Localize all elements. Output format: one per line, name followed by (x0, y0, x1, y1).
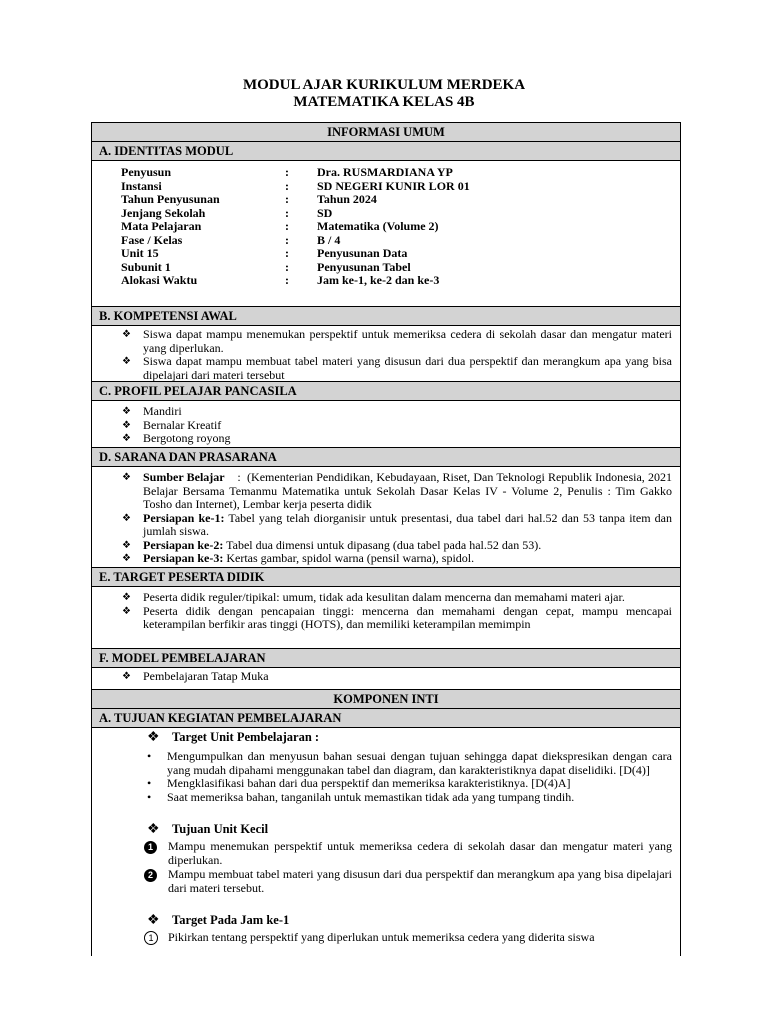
identitas-value: Penyusunan Tabel (317, 259, 411, 274)
heading-tujuan-kegiatan: A. TUJUAN KEGIATAN PEMBELAJARAN (92, 709, 680, 728)
list-item-text: Siswa dapat mampu membuat tabel materi yang disusun dari dua perspektif dan merangkum apa yang bisa dipelajari dari materi tersebut (143, 354, 672, 382)
list-item (122, 512, 672, 539)
identitas-row (92, 261, 680, 275)
model-list (92, 668, 680, 690)
bullet-icon: • (147, 789, 152, 804)
tujuan-unit-kecil-heading: ❖ Tujuan Unit Kecil (147, 822, 269, 837)
profil-list (92, 401, 680, 448)
diamond-bullet-icon: ❖ (122, 329, 131, 340)
diamond-bullet-icon: ❖ (122, 539, 131, 551)
identitas-colon: : (285, 219, 289, 233)
list-item (122, 591, 672, 605)
sarana-text: Kertas gambar, spidol warna (pensil warna), spidol. (226, 551, 475, 565)
list-item-text: Mandiri (143, 404, 182, 418)
identitas-value: SD NEGERI KUNIR LOR 01 (317, 178, 470, 193)
list-item-text: Saat memeriksa bahan, tanganilah untuk memastikan tidak ada yang tumpang tindih. (167, 789, 575, 804)
identitas-colon: : (285, 178, 289, 193)
identitas-value: B / 4 (317, 232, 341, 247)
target-unit-heading: ❖ Target Unit Pembelajaran : (147, 730, 320, 745)
sarana-list (92, 467, 680, 568)
list-item (122, 405, 672, 419)
identitas-row (92, 166, 680, 180)
list-item-text (143, 471, 672, 512)
diamond-bullet-icon: ❖ (122, 592, 131, 603)
list-item (122, 328, 672, 355)
list-item-text (143, 552, 672, 566)
list-item (122, 552, 672, 566)
sarana-label: Sumber Belajar (143, 470, 225, 484)
diamond-bullet-icon: ❖ (122, 433, 131, 444)
list-item-text: Mampu menemukan perspektif untuk memeriksa cedera di sekolah dasar dan mengatur materi yang diperlukan. (168, 839, 672, 867)
identitas-key: Penyusun (121, 165, 172, 179)
identitas-key: Instansi (121, 178, 162, 193)
list-item-text (143, 512, 672, 539)
section-informasi-umum: INFORMASI UMUM (92, 123, 680, 142)
list-item (92, 791, 680, 805)
numbered-item (92, 868, 680, 895)
list-item-text: Pikirkan tentang perspektif yang diperlukan untuk memeriksa cedera yang diderita siswa (168, 931, 595, 944)
heading-profil-pelajar: C. PROFIL PELAJAR PANCASILA (92, 382, 680, 401)
diamond-bullet-icon: ❖ (122, 472, 131, 483)
identitas-colon: : (285, 259, 289, 274)
list-item-text: Pembelajaran Tatap Muka (143, 669, 269, 683)
numbered-item (92, 931, 680, 945)
identitas-value: SD (317, 205, 333, 220)
heading-sarana-prasarana: D. SARANA DAN PRASARANA (92, 448, 680, 467)
list-item (122, 471, 672, 512)
sarana-text: (Kementerian Pendidikan, Kebudayaan, Riset, Dan Teknologi Republik Indonesia, 2021 Belajar Bersama Temanmu Matematika untuk Sekolah Dasar Kelas IV - Volume 2, Penulis : Tim Gakko Tosho dan Internet), Lembar kerja peserta didik (143, 470, 672, 511)
identitas-key: Unit 15 (121, 246, 159, 260)
identitas-colon: : (285, 246, 289, 260)
list-item (122, 539, 672, 553)
list-item (122, 670, 672, 684)
diamond-bullet-icon: ❖ (122, 553, 131, 564)
tujuan-content (92, 728, 680, 956)
identitas-key: Tahun Penyusunan (121, 192, 220, 206)
filled-number-circle-icon: 1 (144, 841, 157, 854)
identitas-colon: : (285, 192, 289, 206)
target-list (92, 587, 680, 649)
identitas-row (92, 274, 680, 288)
list-item-text: Mengumpulkan dan menyusun bahan sesuai dengan tujuan sehingga dapat diekspresikan dengan cara yang mudah dipahami menggunakan tabel dan diagram, dan karakteristiknya dapat diselidiki. [D(4)] (167, 749, 672, 777)
identitas-value: Dra. RUSMARDIANA YP (317, 165, 453, 179)
kompetensi-list (92, 326, 680, 382)
diamond-icon: ❖ (147, 822, 160, 837)
identitas-row (92, 193, 680, 207)
list-item-text: Peserta didik dengan pencapaian tinggi: mencerna dan memahami dengan cepat, mampu mencapai keterampilan berfikir aras tinggi (HOTS), dan memiliki keterampilan memimpin (143, 603, 672, 631)
document-title-line-1: MODUL AJAR KURIKULUM MERDEKA (242, 77, 526, 93)
identitas-colon: : (285, 273, 289, 287)
list-item (92, 750, 680, 777)
identitas-value: Matematika (Volume 2) (317, 219, 439, 233)
outlined-number-circle-icon: 1 (144, 931, 158, 945)
identitas-key: Fase / Kelas (121, 232, 183, 247)
module-table (91, 122, 681, 956)
diamond-bullet-icon: ❖ (122, 406, 131, 417)
target-unit-list (92, 750, 680, 804)
diamond-bullet-icon: ❖ (122, 671, 131, 682)
diamond-bullet-icon: ❖ (122, 419, 131, 431)
identitas-colon: : (285, 205, 289, 220)
list-item (122, 605, 672, 632)
tujuan-unit-kecil-list (92, 840, 680, 895)
identitas-value: Jam ke-1, ke-2 dan ke-3 (317, 273, 440, 287)
diamond-bullet-icon: ❖ (122, 356, 131, 367)
document-title-line-2: MATEMATIKA KELAS 4B (293, 94, 475, 110)
list-item-text: Siswa dapat mampu menemukan perspektif untuk memeriksa cedera di sekolah dasar dan mengatur materi yang diperlukan. (143, 327, 672, 355)
list-item (92, 777, 680, 791)
list-item (122, 432, 672, 446)
number-wrapper (144, 931, 168, 945)
list-item (122, 419, 672, 433)
sarana-label: Persiapan ke-1: (143, 510, 225, 525)
list-item-text: Bernalar Kreatif (143, 417, 222, 432)
sarana-separator: : (224, 470, 248, 484)
identitas-row (92, 207, 680, 221)
identitas-key: Subunit 1 (121, 259, 171, 274)
list-item-text (143, 539, 672, 553)
target-jam-list (92, 931, 680, 945)
heading-model-pembelajaran: F. MODEL PEMBELAJARAN (92, 649, 680, 668)
diamond-bullet-icon: ❖ (122, 512, 131, 524)
identitas-row (92, 247, 680, 261)
list-item-text: Peserta didik reguler/tipikal: umum, tidak ada kesulitan dalam mencerna dan memahami materi ajar. (143, 590, 625, 604)
section-komponen-inti: KOMPONEN INTI (92, 690, 680, 709)
sarana-label: Persiapan ke-2: (143, 537, 224, 552)
heading-kompetensi-awal: B. KOMPETENSI AWAL (92, 307, 680, 326)
target-jam-heading: ❖ Target Pada Jam ke-1 (147, 913, 290, 928)
identitas-key: Mata Pelajaran (121, 219, 202, 233)
identitas-colon: : (285, 165, 289, 179)
sarana-label: Persiapan ke-3: (143, 551, 224, 565)
identitas-value: Penyusunan Data (317, 246, 408, 260)
identitas-value: Tahun 2024 (317, 192, 377, 206)
diamond-icon: ❖ (147, 730, 160, 745)
numbered-item (92, 840, 680, 867)
identitas-key: Alokasi Waktu (121, 273, 198, 287)
identitas-row (92, 180, 680, 194)
list-item-text: Mampu membuat tabel materi yang disusun dari dua perspektif dan merangkum apa yang bisa dipelajari dari materi tersebut. (168, 867, 672, 895)
bullet-icon: • (147, 749, 152, 763)
number-wrapper (144, 868, 168, 882)
identitas-table (92, 161, 680, 307)
identitas-row (92, 220, 680, 234)
diamond-bullet-icon: ❖ (122, 605, 131, 617)
sarana-text: Tabel dua dimensi untuk dipasang (dua tabel pada hal.52 dan 53). (226, 537, 542, 552)
identitas-key: Jenjang Sekolah (121, 205, 206, 220)
heading-identitas-modul: A. IDENTITAS MODUL (92, 142, 680, 161)
identitas-row (92, 234, 680, 248)
filled-number-circle-icon: 2 (144, 869, 157, 882)
list-item (122, 355, 672, 382)
sarana-text: Tabel yang telah diorganisir untuk presentasi, dua tabel dari hal.52 dan 53 tanpa item dan jumlah siswa. (143, 510, 672, 538)
list-item-text: Bergotong royong (143, 431, 231, 445)
identitas-colon: : (285, 232, 289, 247)
list-item-text: Mengklasifikasi bahan dari dua perspektif dan memeriksa karakteristiknya. [D(4)A] (167, 776, 571, 790)
bullet-icon: • (147, 776, 152, 790)
number-wrapper (144, 840, 168, 854)
heading-target-peserta: E. TARGET PESERTA DIDIK (92, 568, 680, 587)
diamond-icon: ❖ (147, 913, 160, 928)
